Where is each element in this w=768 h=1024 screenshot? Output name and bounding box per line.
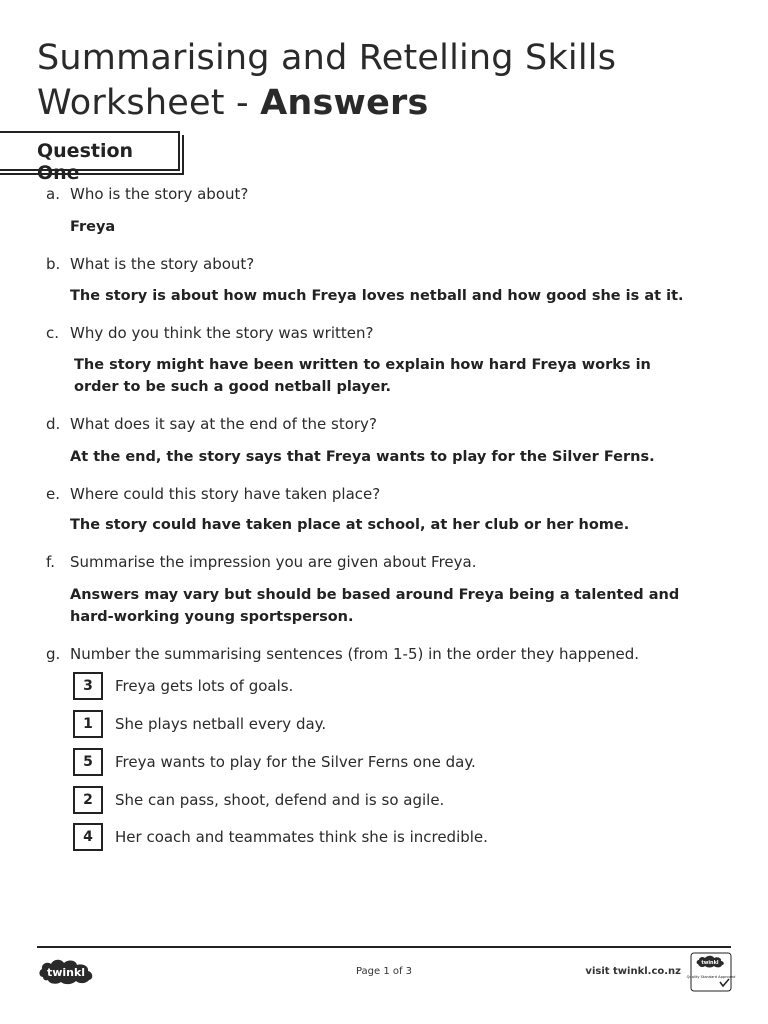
title-prefix: Worksheet -	[37, 83, 261, 123]
order-number-box: 3	[73, 672, 103, 700]
order-sentence: She can pass, shoot, defend and is so agile.	[115, 791, 445, 809]
question-e	[46, 485, 381, 503]
order-sentence: She plays netball every day.	[115, 715, 327, 733]
order-number-box: 2	[73, 786, 103, 814]
question-letter: d.	[46, 415, 61, 433]
order-number-box: 1	[73, 710, 103, 738]
footer-divider	[37, 946, 731, 948]
answer-b: The story is about how much Freya loves netball and how good she is at it.	[70, 288, 684, 304]
website-link[interactable]: visit twinkl.co.nz	[585, 966, 681, 977]
question-letter: b.	[46, 255, 61, 273]
question-letter: e.	[46, 485, 60, 503]
answer-c: The story might have been written to explain how hard Freya works in order to be such a good netball player.	[74, 357, 651, 395]
question-text: Number the summarising sentences (from 1-5) in the order they happened.	[70, 645, 639, 663]
title-answers: Answers	[260, 83, 429, 123]
title-line-1: Summarising and Retelling Skills	[37, 38, 617, 78]
question-text: What is the story about?	[70, 255, 255, 273]
question-letter: c.	[46, 324, 60, 342]
order-sentence: Freya gets lots of goals.	[115, 677, 294, 695]
badge-top-text: twinkl	[701, 960, 719, 966]
quality-badge-icon	[686, 952, 736, 992]
answer-e: The story could have taken place at school, at her club or her home.	[70, 517, 630, 533]
question-f	[46, 553, 477, 571]
section-box	[0, 131, 180, 184]
question-text: Who is the story about?	[70, 185, 249, 203]
answer-f: Answers may vary but should be based around Freya being a talented and hard-working young sportsperson.	[70, 587, 680, 625]
page-number: Page 1 of 3	[355, 966, 413, 977]
question-text: Where could this story have taken place?	[70, 485, 381, 503]
question-b	[46, 255, 255, 273]
question-text: Summarise the impression you are given about Freya.	[70, 553, 477, 571]
page-title	[37, 36, 737, 126]
order-sentence: Freya wants to play for the Silver Ferns one day.	[115, 753, 476, 771]
order-number-box: 4	[73, 823, 103, 851]
question-a	[46, 185, 249, 203]
question-letter: a.	[46, 185, 60, 203]
question-letter: f.	[46, 553, 55, 571]
badge-bottom-text: Quality Standard Approved	[686, 975, 736, 979]
title-line-2	[37, 81, 737, 126]
answer-d: At the end, the story says that Freya wants to play for the Silver Ferns.	[70, 449, 655, 465]
question-d	[46, 415, 377, 433]
answer-a: Freya	[70, 219, 116, 235]
question-letter: g.	[46, 645, 61, 663]
question-text: Why do you think the story was written?	[70, 324, 374, 342]
question-c	[46, 324, 374, 342]
order-number-box: 5	[73, 748, 103, 776]
order-sentence: Her coach and teammates think she is incredible.	[115, 828, 488, 846]
question-text: What does it say at the end of the story?	[70, 415, 377, 433]
logo-text: twinkl	[46, 966, 86, 979]
section-label: Question One	[37, 140, 134, 184]
question-g	[46, 645, 639, 663]
